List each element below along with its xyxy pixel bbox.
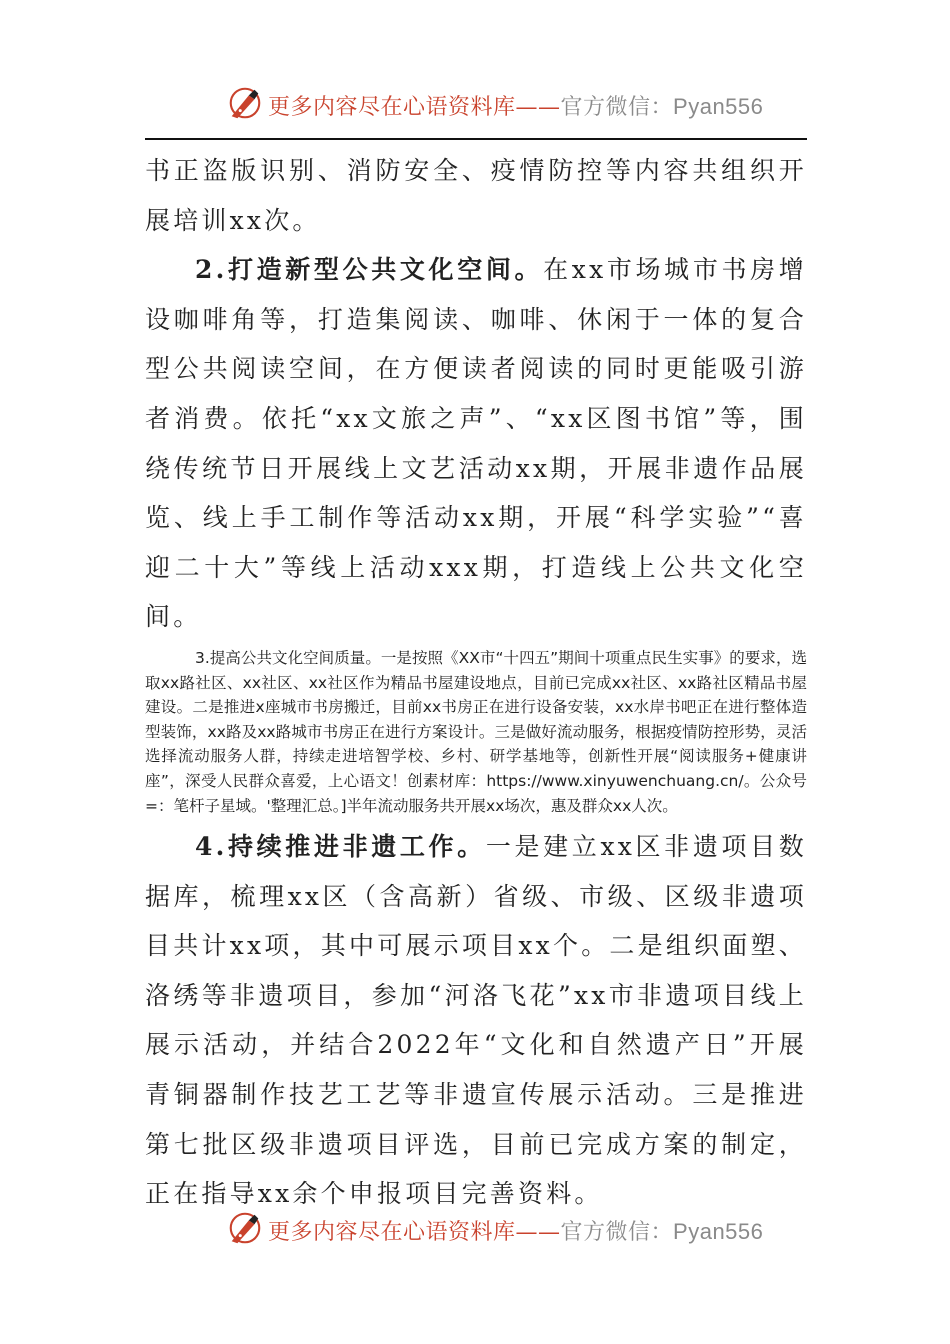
footer-wechat-id: Pyan556: [673, 1219, 764, 1244]
header-text: [268, 90, 763, 121]
page-header: [0, 84, 950, 124]
header-site-name: 更多内容尽在心语资料库: [268, 95, 516, 120]
footer-text: [268, 1215, 763, 1246]
header-divider: [145, 138, 807, 140]
header-wechat-label: 官方微信：: [560, 95, 674, 120]
page-footer: [0, 1209, 950, 1249]
pen-nib-logo-icon: [226, 1209, 264, 1247]
header-dash: ——: [515, 95, 561, 120]
pen-nib-logo-icon: [226, 84, 264, 122]
paragraph-4-text: 一是建立xx区非遗项目数据库，梳理xx区（含高新）省级、市级、区级非遗项目共计xx项，其中可展示项目xx个。二是组织面塑、洛绣等非遗项目，参加“河洛飞花”xx市非遗项目线上展示活动，并结合2022年“文化和自然遗产日”开展青铜器制作技艺工艺等非遗宣传展示活动。三是推进第七批区级非遗项目评选，目前已完成方案的制定，正在指导xx余个申报项目完善资料。: [145, 832, 807, 1209]
paragraph-2-heading: 2.打造新型公共文化空间。: [195, 255, 544, 285]
paragraph-2: [145, 245, 807, 642]
paragraph-2-text: 在xx市场城市书房增设咖啡角等，打造集阅读、咖啡、休闲于一体的复合型公共阅读空间，在方便读者阅读的同时更能吸引游者消费。依托“xx文旅之声”、“xx区图书馆”等，围绕传统节日开展线上文艺活动xx期，开展非遗作品展览、线上手工制作等活动xx期，开展“科学实验”“喜迎二十大”等线上活动xxx期，打造线上公共文化空间。: [145, 255, 807, 632]
paragraph-1: 书正盗版识别、消防安全、疫情防控等内容共组织开展培训xx次。: [145, 156, 807, 235]
footer-wechat-label: 官方微信：: [560, 1220, 674, 1245]
paragraph-4-heading: 4.持续推进非遗工作。: [195, 832, 486, 862]
footer-site-name: 更多内容尽在心语资料库: [268, 1220, 516, 1245]
document-body: [145, 146, 807, 1219]
header-wechat-id: Pyan556: [673, 94, 764, 119]
footer-dash: ——: [515, 1220, 561, 1245]
paragraph-3: 3.提高公共文化空间质量。一是按照《XX市“十四五”期间十项重点民生实事》的要求，选取xx路社区、xx社区、xx社区作为精品书屋建设地点，目前已完成xx社区、xx路社区精品书屋建设。二是推进x座城市书房搬迁，目前xx书房正在进行设备安装，xx水岸书吧正在进行整体造型装饰，xx路及xx路城市书房正在进行方案设计。三是做好流动服务，根据疫情防控形势，灵活选择流动服务人群，持续走进培智学校、乡村、研学基地等，创新性开展“阅读服务+健康讲座”，深受人民群众喜爱，上心语文！创素材库：https://www.xinyuwenchuang.cn/。公众号=：笔杆子星域。'整理汇总。]半年流动服务共开展xx场次，惠及群众xx人次。: [145, 648, 807, 815]
paragraph-4: [145, 822, 807, 1219]
